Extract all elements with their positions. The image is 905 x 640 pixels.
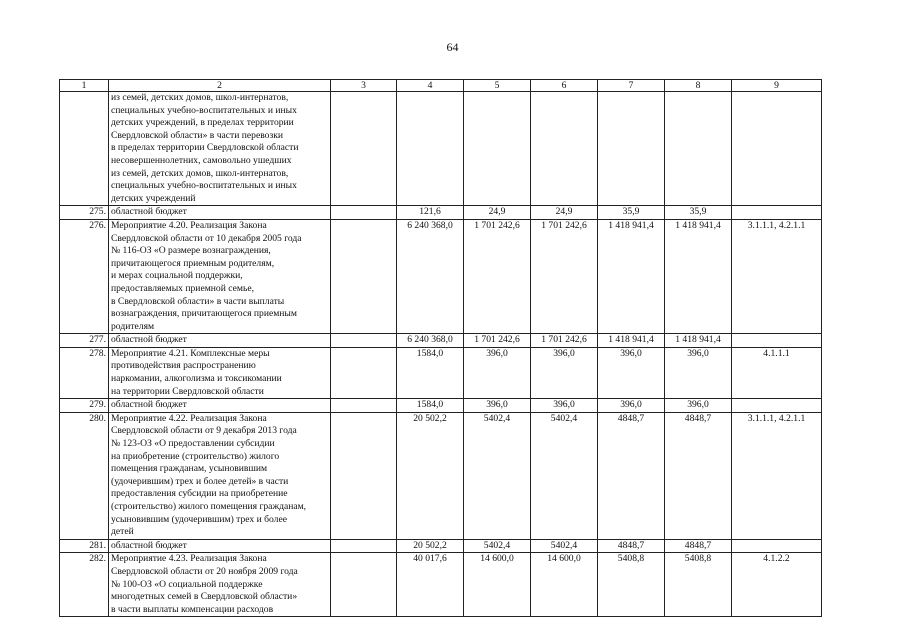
table-cell-col-8: 1 418 941,4 (665, 219, 732, 333)
table-cell-col-9 (732, 399, 822, 413)
table-cell-col-8: 4848,7 (665, 539, 732, 553)
table-cell-col-3 (331, 539, 397, 553)
column-header: 5 (464, 80, 531, 92)
table-cell-col-3 (331, 553, 397, 617)
table-row (60, 206, 822, 220)
table-header-row (60, 80, 822, 92)
table-cell-col-7: 35,9 (598, 206, 665, 220)
table-row (60, 92, 822, 206)
table-cell-col-9: 4.1.1.1 (732, 347, 822, 398)
table-cell-col-6: 5402,4 (531, 412, 598, 539)
table-cell-col-8: 5408,8 (665, 553, 732, 617)
table-cell-col-7: 396,0 (598, 399, 665, 413)
table-cell-col-3 (331, 347, 397, 398)
table-cell-col-4: 6 240 368,0 (397, 219, 464, 333)
table-cell-col-8 (665, 92, 732, 206)
table-cell-col-4: 1584,0 (397, 399, 464, 413)
table-cell-col-8: 4848,7 (665, 412, 732, 539)
table-cell-col-3 (331, 92, 397, 206)
table-cell-col-4: 20 502,2 (397, 412, 464, 539)
table-cell-col-5: 24,9 (464, 206, 531, 220)
table-cell-col-7 (598, 92, 665, 206)
table-cell-col-7: 5408,8 (598, 553, 665, 617)
table-cell-col-8: 396,0 (665, 347, 732, 398)
table-cell-col-2: Мероприятие 4.20. Реализация Закона Свердловской области от 10 декабря 2005 года № 116-ОЗ «О размере вознаграждения, причитающегося приемным родителям, и мерах социальной поддержки, предоставляемых приемной семье, в Свердловской области» в части выплаты вознаграждения, причитающегося приемным родителям (109, 219, 331, 333)
budget-table (59, 79, 822, 617)
column-header: 6 (531, 80, 598, 92)
table-cell-col-9: 3.1.1.1, 4.2.1.1 (732, 219, 822, 333)
table-cell-col-2: Мероприятие 4.22. Реализация Закона Свердловской области от 9 декабря 2013 года № 123-ОЗ «О предоставлении субсидии на приобретение (строительство) жилого помещения гражданам, усыновившим (удочерившим) трех и более детей» в части предоставления субсидии на приобретение (строительство) жилого помещения гражданам, усыновившим (удочерившим) трех и более детей (109, 412, 331, 539)
column-header: 2 (109, 80, 331, 92)
table-cell-col-4: 1584,0 (397, 347, 464, 398)
table-cell-col-7: 1 418 941,4 (598, 334, 665, 348)
table-cell-col-4 (397, 92, 464, 206)
table-cell-col-1: 277. (60, 334, 109, 348)
table-cell-col-2: областной бюджет (109, 539, 331, 553)
table-cell-col-3 (331, 334, 397, 348)
table-cell-col-9: 4.1.2.2 (732, 553, 822, 617)
table-cell-col-2: Мероприятие 4.21. Комплексные меры противодействия распространению наркомании, алкоголизма и токсикомании на территории Свердловской области (109, 347, 331, 398)
table-cell-col-5: 396,0 (464, 399, 531, 413)
table-cell-col-4: 121,6 (397, 206, 464, 220)
table-cell-col-1: 280. (60, 412, 109, 539)
table-cell-col-4: 40 017,6 (397, 553, 464, 617)
table-cell-col-6: 396,0 (531, 399, 598, 413)
table-cell-col-1: 275. (60, 206, 109, 220)
table-cell-col-5: 396,0 (464, 347, 531, 398)
table-row (60, 553, 822, 617)
table-cell-col-1: 278. (60, 347, 109, 398)
table-cell-col-7: 396,0 (598, 347, 665, 398)
table-cell-col-6: 396,0 (531, 347, 598, 398)
table-cell-col-1: 276. (60, 219, 109, 333)
table-cell-col-6 (531, 92, 598, 206)
table-cell-col-5 (464, 92, 531, 206)
table-cell-col-1: 281. (60, 539, 109, 553)
table-cell-col-2: из семей, детских домов, школ-интернатов, специальных учебно-воспитательных и иных детских учреждений, в пределах территории Свердловской области» в части перевозки в пределах территории Свердловской области несовершеннолетних, самовольно ушедших из семей, детских домов, школ-интернатов, специальных учебно-воспитательных и иных детских учреждений (109, 92, 331, 206)
table-cell-col-2: областной бюджет (109, 399, 331, 413)
table-cell-col-3 (331, 206, 397, 220)
side-stamp (55, 410, 75, 570)
table-cell-col-1 (60, 92, 109, 206)
table-cell-col-5: 14 600,0 (464, 553, 531, 617)
table-cell-col-9: 3.1.1.1, 4.2.1.1 (732, 412, 822, 539)
table-cell-col-8: 1 418 941,4 (665, 334, 732, 348)
table-cell-col-6: 24,9 (531, 206, 598, 220)
table-cell-col-6: 1 701 242,6 (531, 334, 598, 348)
table-row (60, 219, 822, 333)
table-cell-col-5: 5402,4 (464, 539, 531, 553)
table-cell-col-7: 4848,7 (598, 539, 665, 553)
table-cell-col-9 (732, 334, 822, 348)
table-cell-col-3 (331, 399, 397, 413)
column-header: 9 (732, 80, 822, 92)
column-header: 7 (598, 80, 665, 92)
table-row (60, 539, 822, 553)
table-cell-col-6: 5402,4 (531, 539, 598, 553)
table-row (60, 412, 822, 539)
table-cell-col-1: 282. (60, 553, 109, 617)
table-cell-col-6: 14 600,0 (531, 553, 598, 617)
table-cell-col-2: областной бюджет (109, 206, 331, 220)
column-header: 1 (60, 80, 109, 92)
table-cell-col-8: 35,9 (665, 206, 732, 220)
table-cell-col-7: 1 418 941,4 (598, 219, 665, 333)
table-row (60, 334, 822, 348)
table-cell-col-4: 20 502,2 (397, 539, 464, 553)
table-cell-col-1: 279. (60, 399, 109, 413)
table-cell-col-2: Мероприятие 4.23. Реализация Закона Свердловской области от 20 ноября 2009 года № 100-ОЗ «О социальной поддержке многодетных семей в Свердловской области» в части выплаты компенсации расходов (109, 553, 331, 617)
page-number: 64 (446, 40, 459, 54)
table-cell-col-3 (331, 412, 397, 539)
table-cell-col-7: 4848,7 (598, 412, 665, 539)
table-row (60, 399, 822, 413)
table-cell-col-5: 1 701 242,6 (464, 334, 531, 348)
table-cell-col-5: 5402,4 (464, 412, 531, 539)
table-cell-col-2: областной бюджет (109, 334, 331, 348)
table-cell-col-5: 1 701 242,6 (464, 219, 531, 333)
column-header: 4 (397, 80, 464, 92)
table-cell-col-9 (732, 539, 822, 553)
table-cell-col-9 (732, 206, 822, 220)
table-cell-col-8: 396,0 (665, 399, 732, 413)
table-cell-col-4: 6 240 368,0 (397, 334, 464, 348)
table-cell-col-6: 1 701 242,6 (531, 219, 598, 333)
table-cell-col-9 (732, 92, 822, 206)
column-header: 3 (331, 80, 397, 92)
column-header: 8 (665, 80, 732, 92)
table-cell-col-3 (331, 219, 397, 333)
table-row (60, 347, 822, 398)
